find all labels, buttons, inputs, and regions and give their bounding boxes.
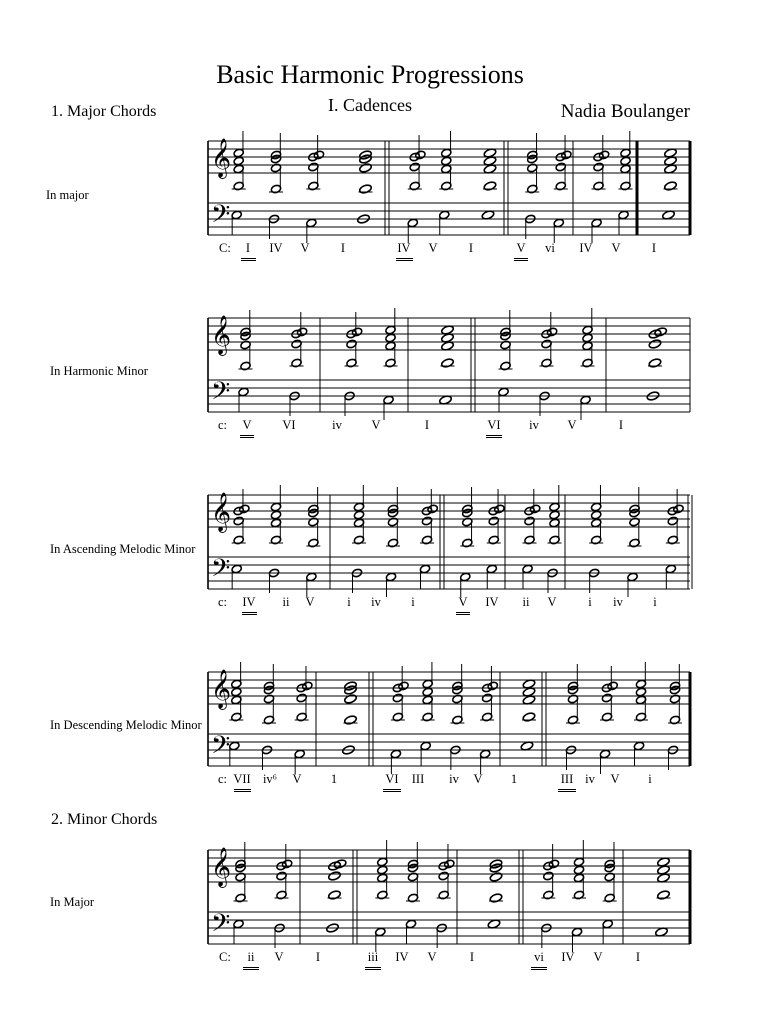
- system-5-treble-note: [573, 865, 584, 875]
- system-1-treble-note: [415, 150, 426, 160]
- system-5-tenor-note: [657, 890, 671, 900]
- system-5-roman-numeral: iii: [367, 950, 379, 964]
- system-3-roman-numeral: IV: [242, 595, 256, 609]
- system-1-bass-note: [231, 210, 242, 220]
- system-2-roman-numeral: I: [424, 418, 430, 432]
- system-1-treble-note: [561, 150, 572, 160]
- system-5-roman-numeral: V: [274, 950, 284, 964]
- system-4-roman-numeral: V: [610, 772, 620, 786]
- system-5-treble-note: [281, 859, 292, 869]
- system-5-treble-note: [548, 859, 559, 869]
- system-3-treble-note: [494, 504, 505, 514]
- system-5-roman-numeral: V: [593, 950, 603, 964]
- system-4-roman-numeral: VI: [385, 772, 399, 786]
- system-5-roman-numeral: vi: [534, 950, 544, 964]
- system-1-treble-note: [233, 156, 244, 166]
- system-3-roman-numeral: i: [588, 595, 592, 609]
- system-3-bass-note: [385, 572, 396, 582]
- system-2-treble-note: [296, 327, 307, 337]
- system-4-treble-note: [398, 681, 409, 691]
- system-5-roman-numeral: IV: [395, 950, 409, 964]
- system-3-roman-numeral: V: [305, 595, 315, 609]
- system-1-treble-note: [620, 156, 631, 166]
- system-4-treble-note: [231, 687, 242, 697]
- system-3-bass-note: [627, 572, 638, 582]
- system-5-tenor-note: [328, 890, 342, 900]
- system-5-roman-numeral: I: [315, 950, 321, 964]
- system-5-bass-note: [602, 919, 613, 929]
- system-4-bass-note: [599, 749, 610, 759]
- system-2-bass-note: [238, 387, 249, 397]
- system-4-bass-clef-icon: 𝄢: [211, 731, 231, 766]
- system-label-descending-melodic-minor: In Descending Melodic Minor: [50, 718, 202, 732]
- system-4-roman-numeral: i: [648, 772, 652, 786]
- system-1-roman-numeral: I: [468, 241, 474, 255]
- system-1-treble-note: [598, 150, 609, 160]
- system-2-tenor-note: [441, 358, 455, 368]
- system-3-roman-numeral: IV: [485, 595, 499, 609]
- system-1-roman-numeral: IV: [397, 241, 411, 255]
- system-2-tenor-note: [648, 358, 662, 368]
- system-2-treble-clef-icon: 𝄞: [211, 315, 232, 355]
- system-2-roman-numeral: iv: [529, 418, 539, 432]
- system-2-roman-numeral: VI: [282, 418, 296, 432]
- system-5-treble-note: [444, 859, 455, 869]
- system-1-roman-numeral: IV: [269, 241, 283, 255]
- system-3-key-label: c:: [218, 595, 228, 609]
- system-1-roman-numeral: I: [651, 241, 657, 255]
- system-5-roman-numeral: ii: [247, 950, 255, 964]
- system-1-bass-note: [439, 210, 450, 220]
- system-4-bass-note: [633, 741, 644, 751]
- system-3-roman-numeral: V: [458, 595, 468, 609]
- system-4-bass-note: [479, 749, 490, 759]
- system-3-treble-note: [270, 510, 281, 520]
- system-1-roman-numeral: V: [300, 241, 310, 255]
- system-3-roman-numeral: i: [653, 595, 657, 609]
- system-1-roman-numeral: V: [428, 241, 438, 255]
- system-4-bass-note: [229, 741, 240, 751]
- system-3-bass-clef-icon: 𝄢: [211, 554, 231, 589]
- system-3-roman-numeral: i: [411, 595, 415, 609]
- system-5-bass-clef-icon: 𝄢: [211, 909, 231, 944]
- system-1-roman-numeral: V: [611, 241, 621, 255]
- system-4-treble-clef-icon: 𝄞: [211, 669, 232, 709]
- system-3-roman-numeral: ii: [522, 595, 530, 609]
- system-1-bass-note: [618, 210, 629, 220]
- system-1-tenor-note: [664, 181, 678, 191]
- system-5-key-label: C:: [219, 950, 231, 964]
- system-4-roman-numeral: iv: [585, 772, 595, 786]
- system-5-tenor-note: [489, 893, 503, 903]
- system-2-bass-clef-icon: 𝄢: [211, 377, 231, 412]
- system-5-roman-numeral: I: [469, 950, 475, 964]
- system-5-bass-note: [571, 927, 582, 937]
- composer-name: Nadia Boulanger: [560, 101, 690, 122]
- system-3-roman-numeral: V: [547, 595, 557, 609]
- system-2-bass-note: [498, 387, 509, 397]
- system-3-bass-note: [306, 572, 317, 582]
- system-3-treble-clef-icon: 𝄞: [211, 492, 232, 532]
- system-4-roman-numeral: iv: [449, 772, 459, 786]
- system-2-treble-note: [546, 327, 557, 337]
- system-4-treble-note: [344, 694, 358, 704]
- system-1-tenor-note: [483, 181, 497, 191]
- system-3-roman-numeral: iv: [371, 595, 381, 609]
- system-label-ascending-melodic-minor: In Ascending Melodic Minor: [50, 542, 196, 556]
- system-3-bass-note: [665, 564, 676, 574]
- system-4-roman-numeral: V: [473, 772, 483, 786]
- system-1-bass-note: [407, 218, 418, 228]
- system-4-tenor-note: [522, 712, 536, 722]
- system-4-bass-note: [420, 741, 431, 751]
- system-1-treble-clef-icon: 𝄞: [211, 138, 232, 178]
- system-3-treble-note: [239, 504, 250, 514]
- section-heading-minor-chords: 2. Minor Chords: [51, 811, 158, 828]
- system-4-roman-numeral: III: [411, 772, 425, 786]
- system-1-roman-numeral: I: [340, 241, 346, 255]
- system-5-treble-note: [377, 865, 388, 875]
- system-3-bass-note: [522, 564, 533, 574]
- system-3-treble-note: [529, 504, 540, 514]
- system-4-roman-numeral: V: [292, 772, 302, 786]
- system-1-treble-note: [313, 150, 324, 160]
- system-4-roman-numeral: 1: [510, 772, 518, 786]
- system-2-roman-numeral: iv: [332, 418, 342, 432]
- system-2-treble-note: [351, 327, 362, 337]
- system-1-roman-numeral: V: [516, 241, 526, 255]
- system-4-bass-note: [294, 749, 305, 759]
- system-1-bass-clef-icon: 𝄢: [211, 200, 231, 235]
- system-3-bass-note: [419, 564, 430, 574]
- system-1-bass-note: [306, 218, 317, 228]
- system-4-roman-numeral: VII: [233, 772, 251, 786]
- system-3-treble-note: [427, 504, 438, 514]
- system-4-roman-numeral: iv⁶: [262, 772, 278, 786]
- system-5-treble-note: [489, 872, 503, 882]
- system-2-roman-numeral: V: [371, 418, 381, 432]
- system-3-treble-note: [590, 510, 601, 520]
- system-1-roman-numeral: IV: [579, 241, 593, 255]
- system-4-treble-note: [635, 687, 646, 697]
- system-1-key-label: C:: [219, 241, 231, 255]
- system-1-tenor-note: [359, 184, 373, 194]
- system-4-key-label: c:: [218, 772, 228, 786]
- system-2-treble-note: [648, 339, 662, 349]
- system-3-bass-note: [231, 564, 242, 574]
- system-5-bass-note: [233, 919, 244, 929]
- system-1-treble-note: [441, 156, 452, 166]
- system-3-roman-numeral: ii: [282, 595, 290, 609]
- system-4-bass-note: [390, 749, 401, 759]
- system-2-treble-note: [582, 333, 593, 343]
- system-2-bass-note: [580, 395, 591, 405]
- system-2-bass-note: [383, 395, 394, 405]
- system-2-roman-numeral: V: [242, 418, 252, 432]
- page-subtitle: I. Cadences: [328, 95, 412, 115]
- system-4-treble-note: [302, 681, 313, 691]
- system-3-treble-note: [549, 510, 560, 520]
- system-5-roman-numeral: V: [427, 950, 437, 964]
- system-2-treble-note: [385, 333, 396, 343]
- system-5-roman-numeral: I: [635, 950, 641, 964]
- system-5-treble-note: [328, 871, 342, 881]
- system-1-bass-note: [591, 218, 602, 228]
- system-2-roman-numeral: I: [618, 418, 624, 432]
- system-4-roman-numeral: III: [560, 772, 574, 786]
- system-label-major: In major: [46, 188, 89, 202]
- system-2-roman-numeral: VI: [487, 418, 501, 432]
- system-4-roman-numeral: 1: [330, 772, 338, 786]
- system-5-bass-note: [405, 919, 416, 929]
- system-5-treble-clef-icon: 𝄞: [211, 847, 232, 887]
- system-4-treble-note: [607, 681, 618, 691]
- system-1-treble-note: [359, 163, 373, 173]
- system-1-roman-numeral: I: [245, 241, 251, 255]
- system-4-tenor-note: [344, 715, 358, 725]
- system-1-roman-numeral: vi: [545, 241, 555, 255]
- system-4-treble-note: [422, 687, 433, 697]
- system-1-bass-note: [553, 218, 564, 228]
- system-label-minor-chords-in-major: In Major: [50, 895, 95, 909]
- system-3-roman-numeral: iv: [613, 595, 623, 609]
- system-3-treble-note: [353, 510, 364, 520]
- page-title: Basic Harmonic Progressions: [216, 60, 524, 89]
- system-5-bass-note: [375, 927, 386, 937]
- section-heading-major-chords: 1. Major Chords: [51, 103, 157, 120]
- system-3-bass-note: [486, 564, 497, 574]
- system-4-treble-note: [487, 681, 498, 691]
- system-3-roman-numeral: i: [347, 595, 351, 609]
- system-3-bass-note: [460, 572, 471, 582]
- system-5-roman-numeral: IV: [561, 950, 575, 964]
- system-3-treble-note: [673, 504, 684, 514]
- system-2-key-label: c:: [218, 418, 228, 432]
- system-2-roman-numeral: V: [567, 418, 577, 432]
- system-label-harmonic-minor: In Harmonic Minor: [50, 364, 148, 378]
